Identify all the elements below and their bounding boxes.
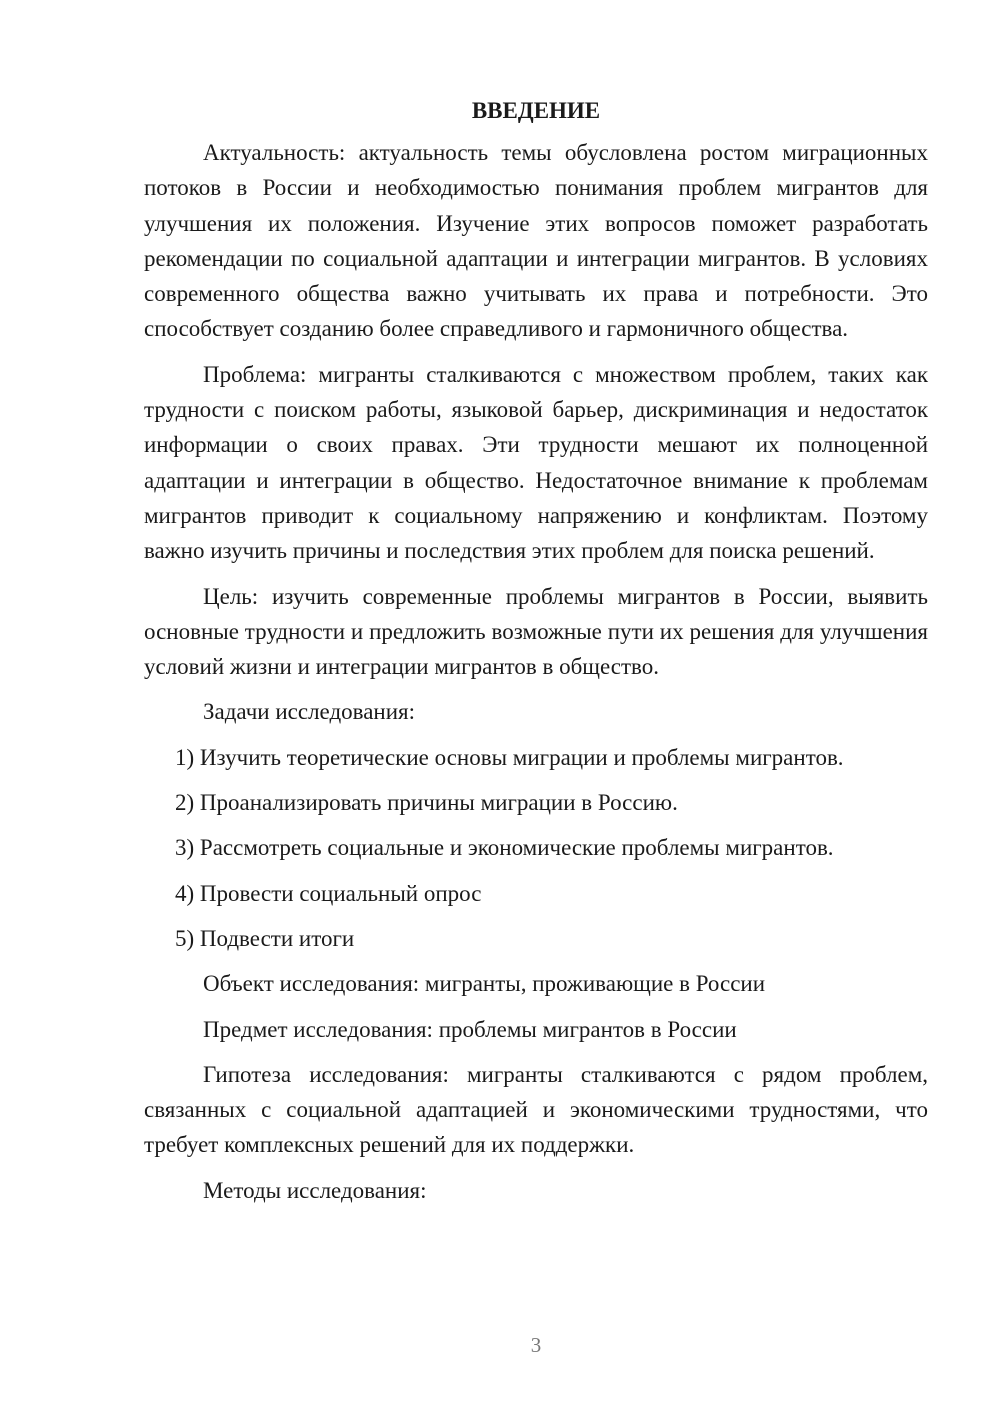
page-body — [144, 94, 928, 1218]
tasks-title: Задачи исследования: — [203, 699, 416, 725]
relevance-paragraph: Актуальность: актуальность темы обусловлена ростом миграционных потоков в России и необходимостью понимания проблем мигрантов для улучшения их положения. Изучение этих вопросов поможет разработать рекомендации по социальной адаптации и интеграции мигрантов. В условиях современного общества важно учитывать их права и потребности. Это способствует созданию более справедливого и гармоничного общества. — [144, 140, 928, 342]
methods-title: Методы исследования: — [203, 1177, 427, 1203]
research-subject: Предмет исследования: проблемы мигрантов в России — [203, 1016, 737, 1042]
task-item-1: 1) Изучить теоретические основы миграции и проблемы мигрантов. — [175, 744, 844, 770]
hypothesis-paragraph: Гипотеза исследования: мигранты сталкиваются с рядом проблем, связанных с социальной адаптацией и экономическими трудностями, что требует комплексных решений для их поддержки. — [144, 1061, 928, 1158]
task-item-5: 5) Подвести итоги — [175, 925, 355, 951]
research-object: Объект исследования: мигранты, проживающие в России — [203, 971, 766, 997]
goal-paragraph: Цель: изучить современные проблемы мигрантов в России, выявить основные трудности и предложить возможные пути их решения для улучшения условий жизни и интеграции мигрантов в общество. — [144, 583, 928, 680]
page-number: 3 — [530, 1333, 542, 1357]
task-item-3: 3) Рассмотреть социальные и экономические проблемы мигрантов. — [175, 835, 834, 861]
task-item-2: 2) Проанализировать причины миграции в Россию. — [175, 790, 678, 816]
task-item-4: 4) Провести социальный опрос — [175, 880, 482, 906]
section-heading: ВВЕДЕНИЕ — [471, 98, 601, 123]
problem-paragraph: Проблема: мигранты сталкиваются с множеством проблем, таких как трудности с поиском работы, языковой барьер, дискриминация и недостаток информации о своих правах. Эти трудности мешают их полноценной адаптации и интеграции в общество. Недостаточное внимание к проблемам мигрантов приводит к социальному напряжению и конфликтам. Поэтому важно изучить причины и последствия этих проблем для поиска решений. — [144, 361, 928, 564]
